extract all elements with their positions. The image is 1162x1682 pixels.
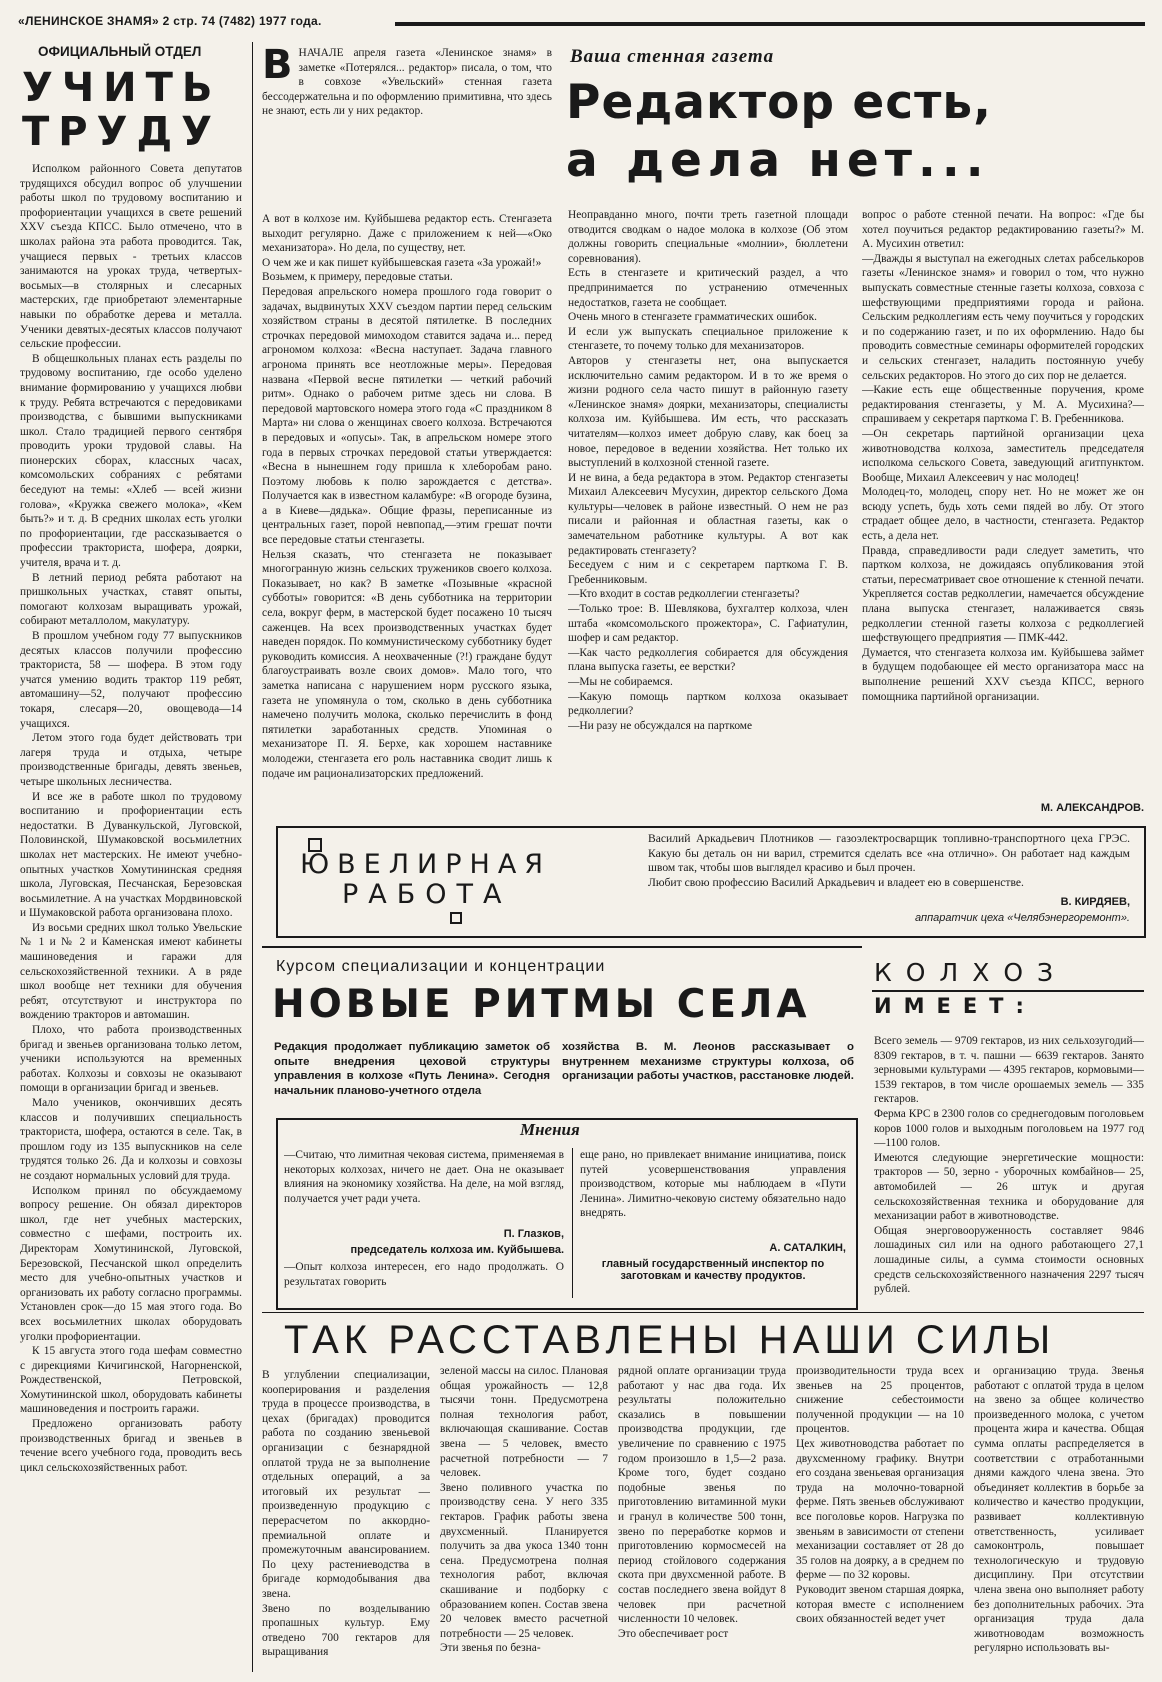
masthead-rule <box>395 22 1145 26</box>
kolkhoz-title-line1: КОЛХОЗ <box>874 958 1068 987</box>
editor-title-line2: а дела нет... <box>566 133 990 188</box>
forces-column-1: В углублении специализации, кооперирования и разделения труда в процессе производства, в цехах (бригадах) проводится работа по созданию звеньевой организации с безнарядной оплатой труда не за выполнение отдельных операций, а за итоговый их результат — произведенную продукцию с перерасчетом по аккордно-премиальной оплате и промежуточным авансированием. По цеху растениеводства в бригаде кормодобывания два звена. Звено по возделыванию пропашных культур. Ему отведено 700 гектаров для выращивания <box>262 1369 430 1659</box>
column-divider <box>252 42 253 1672</box>
paragraph: Мало учеников, окончивших десять классов и получивших специальность тракториста, шофера, остаются в селе. Так, в прошлом году из 135 выпускников на селе трудятся только 26. Да и колхозы и совхозы не создают нормальных условий для труда. <box>20 1097 242 1182</box>
rhythms-title: НОВЫЕ РИТМЫ СЕЛА <box>272 982 811 1027</box>
editor-column-1: А вот в колхозе им. Куйбышева редактор есть. Стенгазета выходит регулярно. Даже с приложением к ней—«Око механизатора». Но дела, по существу, нет. О чем же и как пишет куйбышевская газета «За урожай!» Возьмем, к примеру, передовые статьи. Передовая апрельского номера прошлого года говорит о задачах, выдвинутых XXV съездом партии перед сельским хозяйством страны в десятой пятилетке. В последних строчках передовой мимоходом ставится задача и... перед агрономом колхоза: «Весна наступает. Задача главного агронома принять все неотложные меры». Передовая названа «Первой весне пятилетки — четкий рабочий ритм». Однако о рабочем ритме здесь ни слова. В передовой мартовского номера этого года «С праздником 8 Марта» ни слова о женщинах своего колхоза. Встречаются в передовых и «опусы». Так, в апрельском номере этого года в первых строчках передовой статьи утверждается: «Весна в нынешнем году пришла к хлеборобам рано. Поэтому любовь к полю зарождается с детства». Получается как в известном каламбуре: «В огороде бузина, а в Киеве—дядька». Общие фразы, переписанные из центральных газет, порой невпопад,—этим грешат почти все передовые статьи стенгазеты. Нельзя сказать, что стенгазета не показывает многогранную жизнь сельских тружеников своего колхоза. Показывает, но как? В заметке «Позывные «красной субботы» говорится: «В день субботника на территории села, вокруг ферм, в мастерской будет посажено 10 тысяч саженцев. На всех производственных участках будет наведен порядок. По коммунистическому субботнику будет руководить комиссия. А неохваченные (?!) граждане будут благоустраивать возле своих домов». Мало того, что заметка написана с нарушением норм русского языка, газета не упомянула о том, сколько в день субботника намечено получить молока, сколько перечислить в фонд пятилетки заработанных средств. Упоминая о механизаторе П. Я. Берхе, как хорошем наставнике молодежи, стенгазета его роль наставника сводит лишь к подаче им рационализаторских предложений. <box>262 213 552 780</box>
forces-column-2: зеленой массы на силос. Плановая общая урожайность — 12,8 тысячи тонн. Предусмотрена полная технология работ, включающая скашивание. Состав звена — 5 человек, вместо расчетной потребности — 7 человек. Звено поливного участка по производству сена. У него 335 гектаров. График работы звена двухсменный. Планируется получить за два укоса 1340 тонн сена. Предусмотрена полная технология работ, включая скашивание и подборку с образованием копен. Состав звена 20 человек вместо расчетной потребности — 25 человек. Эти звенья по безна- <box>440 1365 608 1655</box>
drop-cap: В <box>262 46 293 88</box>
section-label: ОФИЦИАЛЬНЫЙ ОТДЕЛ <box>38 44 202 59</box>
section-rule <box>262 1312 1144 1313</box>
left-title-line1: УЧИТЬ <box>22 65 222 111</box>
paragraph: Из восьми средних школ только Увельские № 1 и № 2 и Каменская имеют кабинеты машиноведения и гаражи для сельскохозяйственной техники. А в ряде школ вообще нет техники для обучения ребят, отсутствуют и инструктора по вождению тракторов и автомашин. <box>20 921 242 1022</box>
section-rule <box>262 946 862 948</box>
paragraph: Исполком районного Совета депутатов трудящихся обсудил вопрос об улучшении работы школ по трудовому воспитанию и профориентации учащихся в свете решений XXV съезда КПСС. Было отмечено, что в школах района эта работа проводится. Так, учащиеся первых - третьих классов занимаются на уроках труда, четвертых-восьмых—в столярных и слесарных мастерских, где приобретают элементарные навыки по обработке дерева и металла. Ученики девятых-десятых классов получают сельские профессии. <box>20 163 242 351</box>
editor-intro <box>262 46 552 206</box>
opinion-b-author: А. САТАЛКИН, <box>769 1242 846 1254</box>
paragraph: Исполком принял по обсуждаемому вопросу решение. Он обязал директоров школ, где нет учебных мастерских, совместно с шефами, построить их. Директорам Хомутининской, Луговской, Березовской, Песчанской школ определить место для учебно-опытных участков и организовать их работу согласно программы. Установлен срок—до 15 мая этого года. Во всех восьмилетних школах оборудовать уголки профориентации. <box>20 1184 242 1343</box>
opinions-divider <box>572 1148 573 1298</box>
opinion-a-author: П. Глазков, <box>503 1228 564 1240</box>
ornament-square <box>450 912 462 924</box>
editor-column-3: вопрос о работе стенной печати. На вопрос: «Где бы хотел поучиться редактор редактированию газеты?» М. А. Мусихин ответил: —Дважды я выступал на ежегодных слетах рабселькоров газеты «Ленинское знамя» и говорил о том, что нужно выпускать совместные стенные газеты колхоза, совхоза с шефствующими предприятиями города и района. Сельским редколлегиям есть чему поучиться у городских и по содержанию газет, и по их оформлению. Надо бы проводить совместные семинары оформителей городских и сельских стенгазет, наладить постоянную учебу сельских редакторов. Но этого до сих пор не делается. —Какие есть еще общественные поручения, кроме редактирования стенгазеты, у М. А. Мусихина?—спрашиваем у секретаря парткома Г. В. Гребенникова. —Он секретарь партийной организации цеха животноводства колхоза, заместитель председателя исполкома сельского Совета, заведующий агитпунктом. Вообще, Михаил Алексеевич у нас молодец! Молодец-то, молодец, спору нет. Но не может же он всюду успеть, будь хоть семи пядей во лбу. От этого страдает общее дело, в частности, стенгазета. Редактор есть, а дела нет. Правда, справедливости ради следует заметить, что партком колхоза, не дожидаясь опубликования этой статьи, пересматривает свое отношение к стенной печати. Укрепляется состав редколлегии, намечается обсуждение плана выпуска стенгазет, налаживается связь редколлегии стенной газеты колхоза с редколлегией шефствующего предприятия — ПМК-442. Думается, что стенгазета колхоза им. Куйбышева займет в будущем подобающее ей место организатора масс на выполнение решений XXV съезда КПСС, верного помощника партийной организации. <box>862 209 1144 703</box>
jewel-author: В. КИРДЯЕВ, <box>1060 896 1130 908</box>
paragraph: В летний период ребята работают на пришкольных участках, ставят опыты, помогают колхозам выращивать урожай, собирают металлолом, макулатуру. <box>20 571 242 628</box>
kolkhoz-rule <box>872 990 1144 992</box>
paragraph: И все же в работе школ по трудовому воспитанию и профориентации есть недостатки. В Дуванкульской, Луговской, Половинской, Шумаковской восьмилетних школах нет мастерских. Не имеют учебно-опытных участков Хомутининская средняя школа, Луговская, Песчанская, Березовская восьмилетние. А на участках Мордвиновской и Шумаковской работа организована плохо. <box>20 790 242 920</box>
jewel-text: Василий Аркадьевич Плотников — газоэлектросварщик топливно-транспортного цеха ГРЭС. Какую бы деталь он ни варил, стремится сделать все «на отлично». Он работает над каждым швом так, чтобы шов выглядел красиво и был прочен. Любит свою профессию Василий Аркадьевич и владеет ею в совершенстве. <box>648 832 1130 889</box>
paragraph: В общешкольных планах есть разделы по трудовому воспитанию, где особо уделено внимание формированию у учащихся любви к труду. Ребята встречаются с передовиками производства, с бывшими выпускниками школ. Стало традицией первого сентября проводить уроки трудовой славы. На пионерских сборах, классных часах, комсомольских собраниях с ребятами беседуют на темы: «Хлеб — всей жизни голова», «Кружка свежего молока», «Кем быть?» и т. д. В средних школах есть уголки по профориентации, где рассказывается о профессии тракториста, шофера, доярки, учителя, врача и т. д. <box>20 352 242 570</box>
paragraph: В прошлом учебном году 77 выпускников десятых классов получили профессию тракториста, 58 — шофера. В этом году учатся умению водить трактор 119 ребят, автомашину—52, получают профессию токаря, слесаря—20, овощевода—14 учащихся. <box>20 630 242 730</box>
paragraph: Плохо, что работа производственных бригад и звеньев организована только летом, ученики используются на временных работах. Колхозы и совхозы не оказывают помощи в организации бригад и звеньев. <box>20 1024 242 1095</box>
forces-column-3: рядной оплате организации труда работают у нас два года. Их результаты положительно сказались в повышении производства продукции, где увеличение по сравнению с 1975 годом произошло в 1,5—2 раза. Кроме того, будет создано подобные звенья по приготовлению витаминной муки и гранул в количестве 500 тонн, звено по переработке кормов и приготовлению кормосмесей на период стойлового содержания скота при двухсменной работе. В состав последнего звена войдут 8 человек при расчетной численности 10 человек. Это обеспечивает рост <box>618 1365 786 1640</box>
paragraph: Летом этого года будет действовать три лагеря труда и отдыха, четыре производственные бригады, девять звеньев, четыре школьных лесничества. <box>20 732 242 788</box>
rhythms-lead-b: хозяйства В. М. Леонов рассказывает о внутреннем механизме структуры колхоза, об организации работы участков, расстановке людей. <box>562 1041 854 1083</box>
jewel-title-line1: ЮВЕЛИРНАЯ <box>300 849 552 880</box>
forces-title: ТАК РАССТАВЛЕНЫ НАШИ СИЛЫ <box>284 1318 1056 1362</box>
jewel-title-line2: РАБОТА <box>342 879 512 910</box>
rhythms-kicker: Курсом специализации и концентрации <box>276 958 606 975</box>
left-article-body <box>20 162 242 1672</box>
opinion-b-text: еще рано, но привлекает внимание инициатива, поиск путей усовершенствования управления производством, которые мы наблюдаем в «Пути Ленина». Лимитно-чековую систему обязательно надо внедрять. <box>580 1149 846 1220</box>
kolkhoz-title-line2: ИМЕЕТ: <box>874 994 1036 1018</box>
paragraph: К 15 августа этого года шефам совместно с дирекциями Кичигинской, Нагорненской, Рождественской, Петровской, Хомутининской школ, оборудовать кабинеты машиноведения и построить гаражи. <box>20 1345 242 1416</box>
masthead: «ЛЕНИНСКОЕ ЗНАМЯ» 2 стр. 74 (7482) 1977 года. <box>18 14 322 28</box>
opinion-a-text: —Считаю, что лимитная чековая система, применяемая в некоторых колхозах, ничего не дает. Она не оказывает влияния на экономику хозяйства. На деле, на мой взгляд, получается учет ради учета. <box>284 1149 564 1205</box>
opinion-a-role: председатель колхоза им. Куйбышева. <box>350 1244 564 1256</box>
jewel-author-role: аппаратчик цеха «Челябэнергоремонт». <box>915 912 1130 924</box>
editor-column-2: Неоправданно много, почти треть газетной площади отводится сводкам о надое молока в колхозе (Об этом должны говорить специальные «молнии», бюллетени соревнования). Есть в стенгазете и критический раздел, а что предпринимается по устранению отмеченных недостатков, газета не сообщает. Очень много в стенгазете грамматических ошибок. И если уж выпускать специальное приложение к стенгазете, то почему только для механизаторов. Авторов у стенгазеты нет, она выпускается исключительно самим редактором. И в то же время о жизни родного села часто пишут в районную газету «Ленинское знамя» доярки, механизаторы, специалисты колхоза им. Куйбышева. Им есть, что рассказать читателям—колхоз имеет добрую славу, как боец за новое, передовое в ведении хозяйства. Нет только их выступлений в колхозной стенной газете. И не вина, а беда редактора в этом. Редактор стенгазеты Михаил Алексеевич Мусухин, директор сельского Дома культуры—человек в районе известный. О нем не раз писали и районная и областная газеты, как о замечательном работнике культуры. А вот как редактировать стенгазету? Беседуем с ним и с секретарем парткома Г. В. Гребенниковым. —Кто входит в состав редколлегии стенгазеты? —Только трое: В. Шевлякова, бухгалтер колхоза, член штаба «комсомольского прожектора», С. Гафиатулин, шофер и сам редактор. —Как часто редколлегия собирается для обсуждения плана выпуска газеты, ее верстки? —Мы не собираемся. —Какую помощь партком колхоза оказывает редколлегии? —Ни разу не обсуждался на парткоме <box>568 209 848 732</box>
opinion-a2-text: —Опыт колхоза интересен, его надо продолжать. О результатах говорить <box>284 1261 564 1288</box>
editor-title-line1: Редактор есть, <box>566 75 992 130</box>
intro-text: НАЧАЛЕ апреля газета «Ленинское знамя» в заметке «Потерялся... редактор» писала, о том, что в совхозе «Увельский» стенная газета бессодержательна и по оформлению примитивна, что здесь не знают, есть ли у них редактор. <box>262 47 552 118</box>
forces-column-4: производительности труда всех звеньев на 25 процентов, снижение себестоимости полученной продукции — на 10 процентов. Цех животноводства работает по двухсменному графику. Внутри его создана звеньевая организация труда на молочно-товарной ферме. Пять звеньев обслуживают все поголовье коров. Нагрузка по звеньям в зависимости от степени механизации составляет от 28 до 35 голов на доярку, а в среднем по ферме — по 32 коровы. Руководит звеном старшая доярка, которая вместе с исполнением своих обязанностей ведет учет <box>796 1365 964 1626</box>
opinion-b-role: главный государственный инспектор по заготовкам и качеству продуктов. <box>601 1258 825 1282</box>
editor-kicker: Ваша стенная газета <box>570 46 775 67</box>
left-title-line2: ТРУДУ <box>22 109 221 155</box>
ornament-square <box>308 838 322 852</box>
kolkhoz-text: Всего земель — 9709 гектаров, из них сельхозугодий—8309 гектаров, в т. ч. пашни — 6639 гектаров. Занято зерновыми культурами — 4395 гектаров, кормовыми—1539 гектаров, в том числе орошаемых земель — 335 гектаров. Ферма КРС в 2300 голов со среднегодовым поголовьем коров 1000 голов и выходным поголовьем на 1977 год—1100 голов. Имеются следующие энергетические мощности: тракторов — 50, зерно - уборочных комбайнов— 25, автомобилей — 26 штук и другая сельскохозяйственная техника и оборудование для механизации работ в животноводстве. Общая энерговооруженность составляет 9846 лошадиных сил или на одного работающего 27,1 лошадиные силы, а сумма стоимости основных средств сельскохозяйственного назначения 2297 тысяч рублей. <box>874 1035 1144 1296</box>
rhythms-lead-a: Редакция продолжает публикацию заметок об опыте внедрения цеховой структуры управления в колхозе «Путь Ленина». Сегодня начальник планово-учетного отдела <box>274 1041 550 1097</box>
opinions-title: Мнения <box>520 1120 580 1139</box>
editor-author: М. АЛЕКСАНДРОВ. <box>1040 802 1144 814</box>
paragraph: Предложено организовать работу производственных бригад и звеньев в течение всего учебного года, проводить весь цикл сельскохозяйственных работ. <box>20 1418 242 1474</box>
forces-column-5: и организацию труда. Звенья работают с оплатой труда в целом на звено за общее количество произведенного молока, с учетом процента жира и качества. Общая сумма оплаты распределяется в соответствии с отработанными днями каждого члена звена. Это объединяет коллектив в борьбе за количество и качество продукции, развивает коллективную ответственность, усиливает самоконтроль, повышает технологическую и трудовую дисциплину. При отсутствии члена звена оно выполняет работу без дополнительных рабочих. Эта организация труда дала животноводам возможность регулярно использовать вы- <box>974 1365 1144 1655</box>
